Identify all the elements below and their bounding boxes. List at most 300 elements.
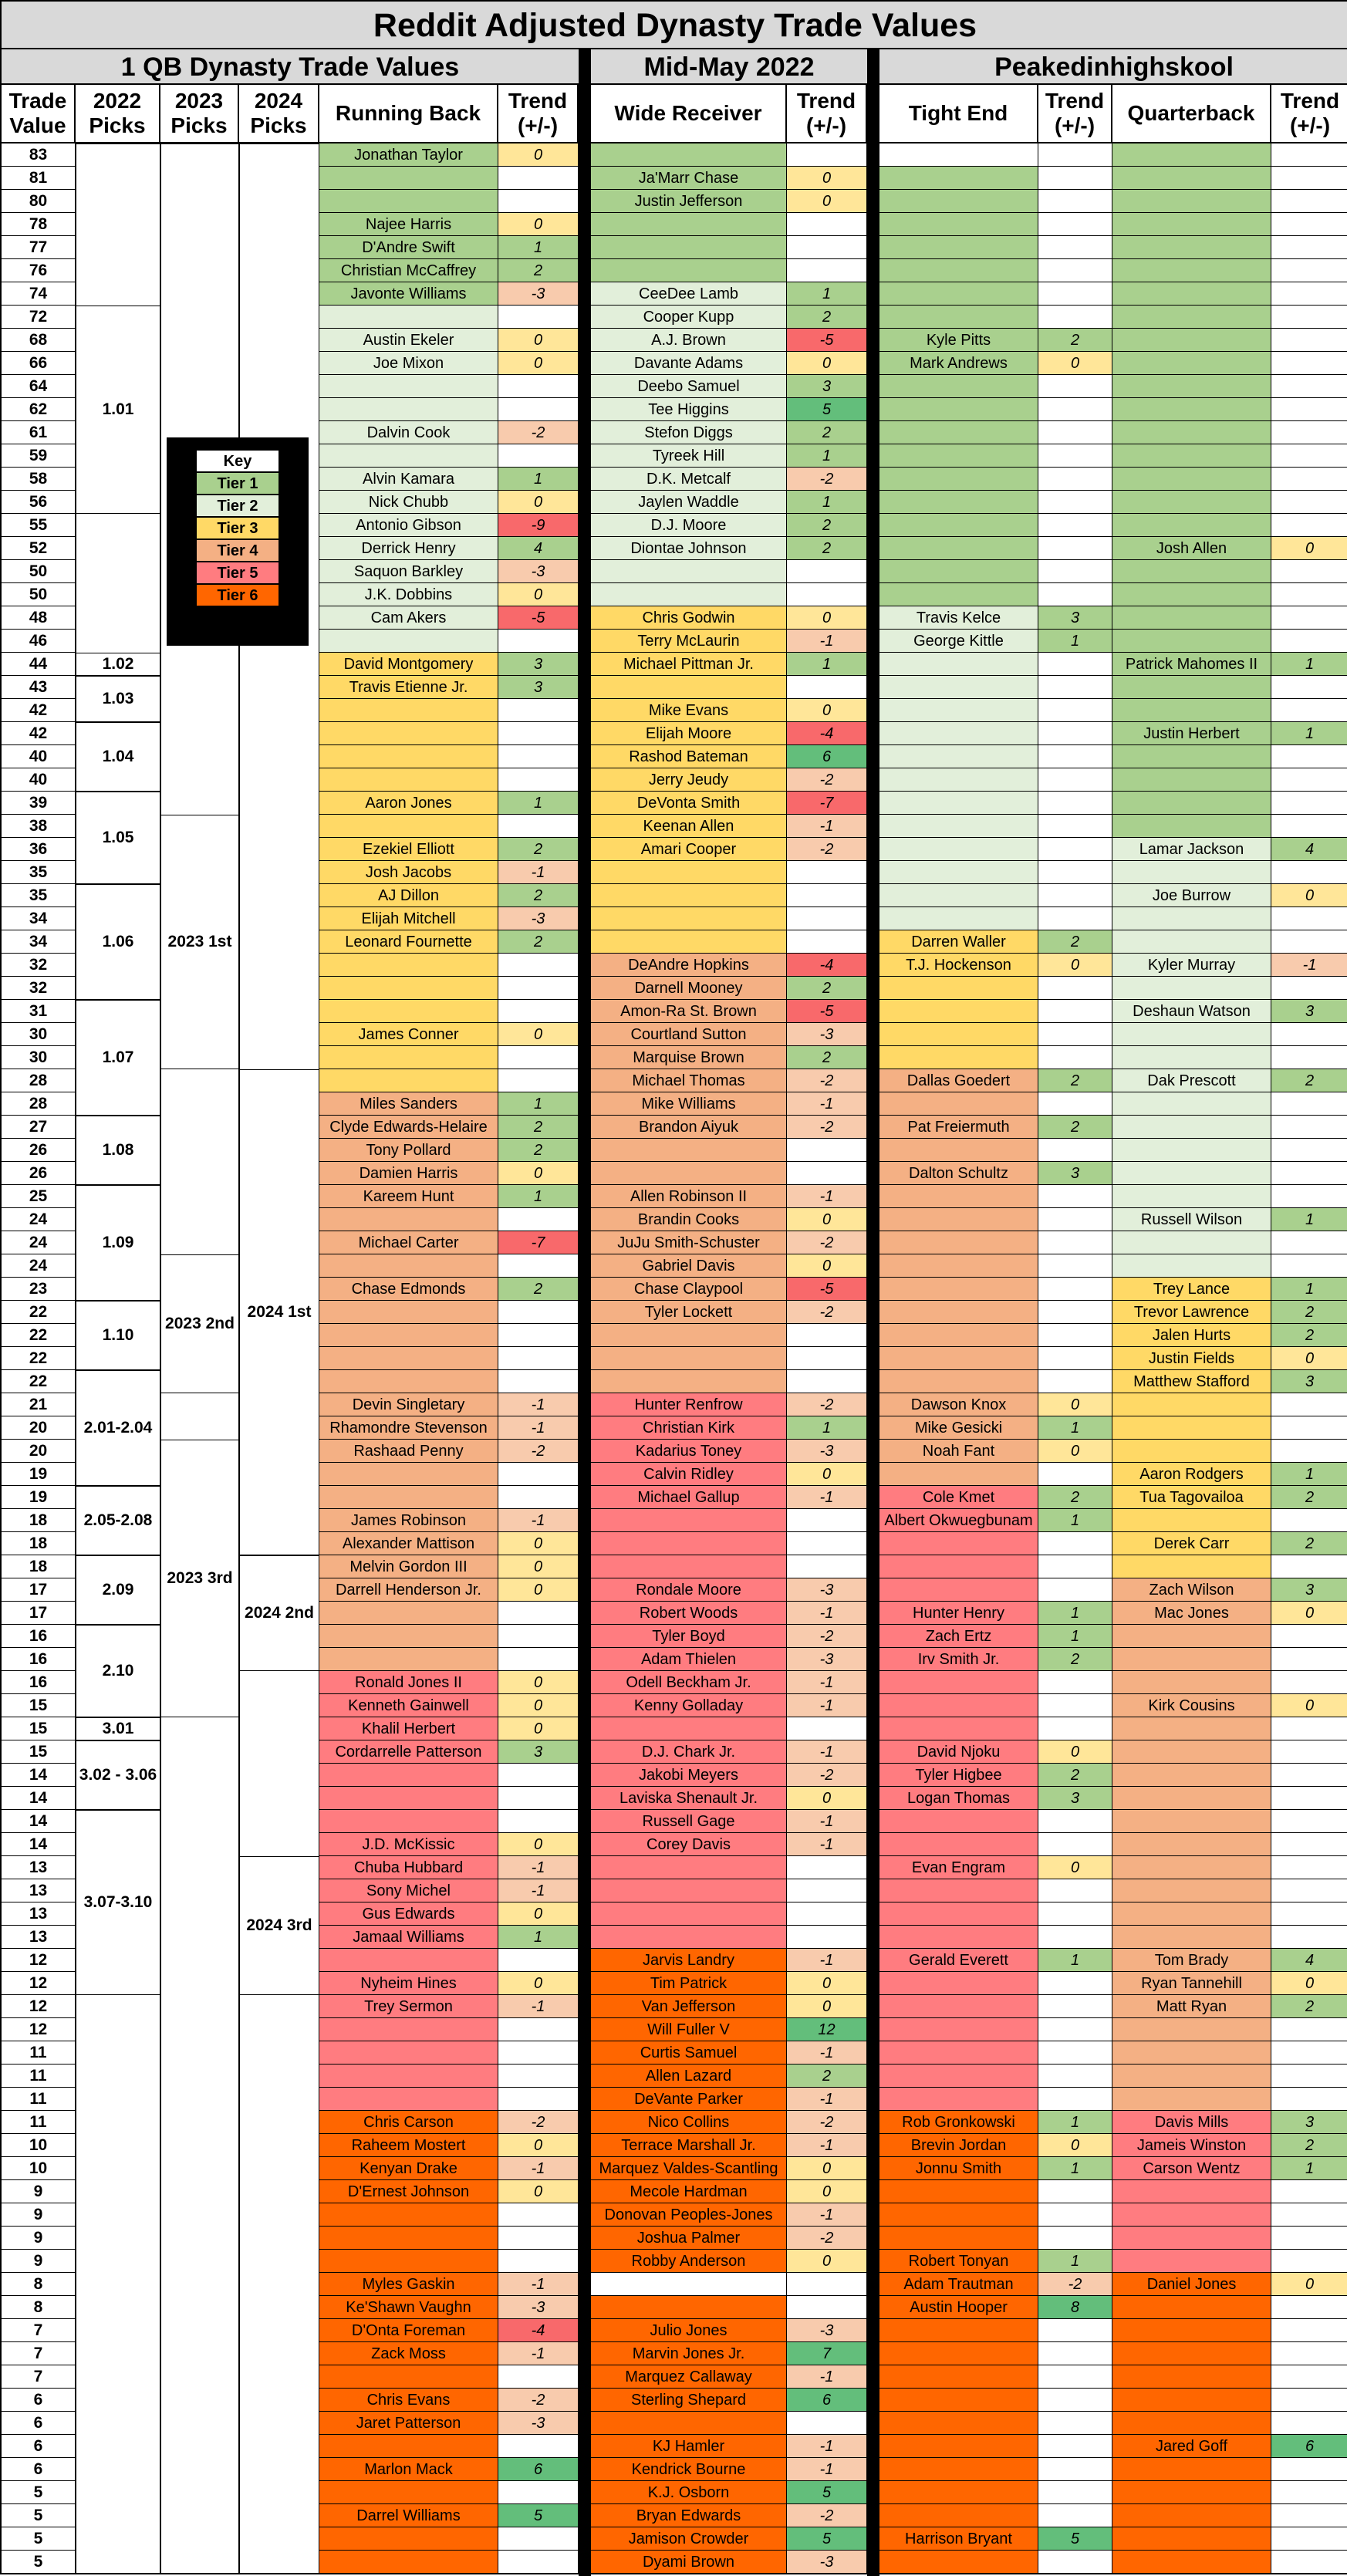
qb-player-cell <box>1112 282 1271 306</box>
wr-player-cell: Marvin Jones Jr. <box>591 2342 787 2365</box>
wr-player-cell: Ja'Marr Chase <box>591 167 787 190</box>
wr-trend-cell <box>787 1347 867 1370</box>
trade-value-cell: 28 <box>2 1069 76 1092</box>
rb-player-cell: Travis Etienne Jr. <box>319 676 498 699</box>
qb-player-cell <box>1112 1764 1271 1787</box>
key-tier-5: Tier 5 <box>196 562 279 584</box>
rb-player-cell <box>319 630 498 653</box>
rb-trend-cell: 3 <box>498 676 579 699</box>
wr-trend-cell: 1 <box>787 1416 867 1440</box>
te-player-cell: Brevin Jordan <box>879 2134 1038 2157</box>
key-title: Key <box>196 450 279 472</box>
pick-2023-cell: 2023 1st <box>160 815 239 1069</box>
te-trend-cell <box>1038 560 1112 583</box>
wr-trend-cell: -1 <box>787 1740 867 1764</box>
te-player-cell <box>879 722 1038 745</box>
trade-value-cell: 24 <box>2 1208 76 1231</box>
wr-trend-cell: -3 <box>787 2319 867 2342</box>
te-trend-cell <box>1038 2551 1112 2574</box>
trade-value-cell: 6 <box>2 2389 76 2412</box>
rb-trend-cell: 6 <box>498 2458 579 2481</box>
te-player-cell <box>879 676 1038 699</box>
te-trend-cell <box>1038 1902 1112 1926</box>
te-player-cell <box>879 907 1038 930</box>
trade-value-cell: 34 <box>2 930 76 954</box>
wr-trend-cell: 2 <box>787 2065 867 2088</box>
rb-trend-cell <box>498 2481 579 2504</box>
qb-trend-cell <box>1271 1046 1347 1069</box>
wr-trend-cell: -2 <box>787 1301 867 1324</box>
trade-value-cell: 18 <box>2 1532 76 1555</box>
te-trend-cell: 1 <box>1038 2250 1112 2273</box>
trade-value-cell: 25 <box>2 1185 76 1208</box>
qb-trend-cell <box>1271 1926 1347 1949</box>
trade-value-cell: 61 <box>2 421 76 444</box>
qb-player-cell <box>1112 630 1271 653</box>
trade-value-cell: 6 <box>2 2458 76 2481</box>
rb-trend-cell <box>498 722 579 745</box>
te-player-cell: Albert Okwuegbunam <box>879 1509 1038 1532</box>
te-player-cell <box>879 375 1038 398</box>
te-trend-cell <box>1038 1370 1112 1393</box>
wr-player-cell <box>591 676 787 699</box>
rb-player-cell: Myles Gaskin <box>319 2273 498 2296</box>
te-player-cell: Mark Andrews <box>879 352 1038 375</box>
rb-trend-cell: 3 <box>498 653 579 676</box>
wr-player-cell: A.J. Brown <box>591 329 787 352</box>
te-player-cell <box>879 2365 1038 2389</box>
rb-player-cell: Austin Ekeler <box>319 329 498 352</box>
te-player-cell <box>879 977 1038 1000</box>
trade-value-cell: 9 <box>2 2180 76 2203</box>
pick-2024-cell: 2024 1st <box>239 1069 319 1555</box>
rb-player-cell <box>319 1810 498 1833</box>
rb-player-cell <box>319 1069 498 1092</box>
qb-trend-cell <box>1271 2481 1347 2504</box>
wr-trend-cell: -2 <box>787 2111 867 2134</box>
qb-player-cell <box>1112 1625 1271 1648</box>
rb-player-cell: Cordarrelle Patterson <box>319 1740 498 1764</box>
te-trend-cell <box>1038 2365 1112 2389</box>
wr-player-cell <box>591 2412 787 2435</box>
te-player-cell: Dalton Schultz <box>879 1162 1038 1185</box>
te-trend-cell: 1 <box>1038 2157 1112 2180</box>
te-trend-cell <box>1038 1046 1112 1069</box>
te-player-cell <box>879 1301 1038 1324</box>
qb-player-cell <box>1112 815 1271 838</box>
qb-trend-cell <box>1271 745 1347 768</box>
rb-trend-cell <box>498 2041 579 2065</box>
te-trend-cell <box>1038 792 1112 815</box>
te-trend-cell <box>1038 537 1112 560</box>
qb-trend-cell: 0 <box>1271 884 1347 907</box>
header-trade-value: Trade Value <box>2 85 76 143</box>
wr-trend-cell: 7 <box>787 2342 867 2365</box>
qb-player-cell <box>1112 1787 1271 1810</box>
rb-trend-cell: 5 <box>498 2504 579 2527</box>
trade-value-cell: 18 <box>2 1509 76 1532</box>
rb-player-cell <box>319 954 498 977</box>
header-quarterback: Quarterback <box>1112 85 1271 143</box>
trade-value-cell: 5 <box>2 2551 76 2574</box>
wr-trend-cell <box>787 236 867 259</box>
qb-trend-cell <box>1271 1833 1347 1856</box>
wr-trend-cell: -2 <box>787 1764 867 1787</box>
trade-value-cell: 62 <box>2 398 76 421</box>
te-player-cell: Robert Tonyan <box>879 2250 1038 2273</box>
te-trend-cell: 1 <box>1038 1416 1112 1440</box>
wr-trend-cell <box>787 143 867 167</box>
qb-trend-cell <box>1271 421 1347 444</box>
qb-trend-cell <box>1271 1231 1347 1254</box>
te-trend-cell <box>1038 375 1112 398</box>
qb-player-cell <box>1112 421 1271 444</box>
wr-trend-cell: -3 <box>787 1578 867 1602</box>
qb-trend-cell: 1 <box>1271 1463 1347 1486</box>
rb-trend-cell: 1 <box>498 468 579 491</box>
wr-trend-cell: -1 <box>787 1486 867 1509</box>
te-player-cell <box>879 1532 1038 1555</box>
wr-player-cell: Jaylen Waddle <box>591 491 787 514</box>
te-player-cell: Hunter Henry <box>879 1602 1038 1625</box>
te-trend-cell <box>1038 1717 1112 1740</box>
qb-trend-cell <box>1271 1740 1347 1764</box>
qb-trend-cell: 1 <box>1271 722 1347 745</box>
te-trend-cell <box>1038 2481 1112 2504</box>
qb-player-cell: Derek Carr <box>1112 1532 1271 1555</box>
te-player-cell <box>879 2435 1038 2458</box>
rb-trend-cell <box>498 1324 579 1347</box>
qb-player-cell: Russell Wilson <box>1112 1208 1271 1231</box>
te-trend-cell: 0 <box>1038 352 1112 375</box>
qb-player-cell <box>1112 259 1271 282</box>
qb-trend-cell <box>1271 329 1347 352</box>
rb-player-cell: Kenneth Gainwell <box>319 1694 498 1717</box>
te-player-cell <box>879 560 1038 583</box>
te-player-cell <box>879 1278 1038 1301</box>
wr-trend-cell <box>787 1532 867 1555</box>
rb-player-cell: J.K. Dobbins <box>319 583 498 606</box>
rb-player-cell: Derrick Henry <box>319 537 498 560</box>
trade-value-cell: 55 <box>2 514 76 537</box>
te-trend-cell <box>1038 213 1112 236</box>
rb-player-cell: Nyheim Hines <box>319 1972 498 1995</box>
rb-trend-cell: 2 <box>498 838 579 861</box>
trade-value-cell: 20 <box>2 1416 76 1440</box>
te-trend-cell <box>1038 977 1112 1000</box>
wr-player-cell: Courtland Sutton <box>591 1023 787 1046</box>
wr-player-cell: Odell Beckham Jr. <box>591 1671 787 1694</box>
trade-value-cell: 7 <box>2 2319 76 2342</box>
wr-trend-cell: 0 <box>787 190 867 213</box>
wr-player-cell: DeAndre Hopkins <box>591 954 787 977</box>
wr-player-cell: Marquise Brown <box>591 1046 787 1069</box>
te-player-cell <box>879 282 1038 306</box>
te-trend-cell <box>1038 2088 1112 2111</box>
te-player-cell <box>879 1671 1038 1694</box>
trade-value-cell: 50 <box>2 583 76 606</box>
te-player-cell <box>879 236 1038 259</box>
qb-trend-cell <box>1271 1116 1347 1139</box>
rb-player-cell <box>319 1301 498 1324</box>
wr-trend-cell: -5 <box>787 1000 867 1023</box>
wr-player-cell: Donovan Peoples-Jones <box>591 2203 787 2227</box>
qb-player-cell <box>1112 1648 1271 1671</box>
trade-value-cell: 52 <box>2 537 76 560</box>
trade-value-cell: 13 <box>2 1879 76 1902</box>
te-trend-cell <box>1038 1092 1112 1116</box>
trade-value-cell: 32 <box>2 954 76 977</box>
trade-value-cell: 12 <box>2 1995 76 2018</box>
te-player-cell <box>879 537 1038 560</box>
rb-player-cell: D'Ernest Johnson <box>319 2180 498 2203</box>
te-trend-cell <box>1038 815 1112 838</box>
rb-player-cell: D'Onta Foreman <box>319 2319 498 2342</box>
qb-trend-cell <box>1271 1254 1347 1278</box>
wr-trend-cell: -1 <box>787 2365 867 2389</box>
te-player-cell <box>879 2389 1038 2412</box>
key-tier-3: Tier 3 <box>196 517 279 539</box>
qb-player-cell <box>1112 1810 1271 1833</box>
wr-trend-cell: 6 <box>787 745 867 768</box>
pick-2024-cell: 2024 2nd <box>239 1555 319 1671</box>
te-player-cell <box>879 2412 1038 2435</box>
rb-trend-cell <box>498 630 579 653</box>
rb-player-cell: AJ Dillon <box>319 884 498 907</box>
qb-player-cell <box>1112 2296 1271 2319</box>
te-player-cell: Dallas Goedert <box>879 1069 1038 1092</box>
te-player-cell <box>879 2041 1038 2065</box>
trade-value-cell: 76 <box>2 259 76 282</box>
te-player-cell <box>879 2342 1038 2365</box>
te-player-cell <box>879 1995 1038 2018</box>
wr-player-cell <box>591 560 787 583</box>
te-player-cell: T.J. Hockenson <box>879 954 1038 977</box>
rb-trend-cell <box>498 2435 579 2458</box>
te-trend-cell <box>1038 1532 1112 1555</box>
wr-player-cell: DeVante Parker <box>591 2088 787 2111</box>
qb-trend-cell <box>1271 1416 1347 1440</box>
te-player-cell <box>879 167 1038 190</box>
qb-trend-cell <box>1271 1185 1347 1208</box>
te-trend-cell <box>1038 259 1112 282</box>
te-player-cell: Jonnu Smith <box>879 2157 1038 2180</box>
te-trend-cell <box>1038 1555 1112 1578</box>
te-trend-cell <box>1038 1208 1112 1231</box>
rb-player-cell: Ronald Jones II <box>319 1671 498 1694</box>
rb-trend-cell <box>498 2365 579 2389</box>
trade-value-cell: 30 <box>2 1023 76 1046</box>
rb-trend-cell: 0 <box>498 1833 579 1856</box>
rb-trend-cell: 1 <box>498 1092 579 1116</box>
wr-player-cell <box>591 1926 787 1949</box>
trade-value-cell: 46 <box>2 630 76 653</box>
qb-trend-cell <box>1271 2180 1347 2203</box>
rb-trend-cell: 0 <box>498 1902 579 1926</box>
pick-2022-cell: 1.01 <box>76 306 160 514</box>
te-player-cell: George Kittle <box>879 630 1038 653</box>
trade-value-cell: 14 <box>2 1787 76 1810</box>
rb-trend-cell: 1 <box>498 792 579 815</box>
trade-value-cell: 39 <box>2 792 76 815</box>
rb-trend-cell: -1 <box>498 1393 579 1416</box>
rb-player-cell <box>319 2365 498 2389</box>
wr-trend-cell: 0 <box>787 2180 867 2203</box>
wr-player-cell: Amari Cooper <box>591 838 787 861</box>
wr-trend-cell <box>787 259 867 282</box>
te-trend-cell: 1 <box>1038 1509 1112 1532</box>
wr-player-cell: Rondale Moore <box>591 1578 787 1602</box>
rb-player-cell: Alexander Mattison <box>319 1532 498 1555</box>
te-player-cell <box>879 1185 1038 1208</box>
rb-player-cell: Nick Chubb <box>319 491 498 514</box>
qb-trend-cell <box>1271 282 1347 306</box>
wr-trend-cell <box>787 1555 867 1578</box>
qb-player-cell <box>1112 583 1271 606</box>
qb-player-cell <box>1112 1926 1271 1949</box>
wr-trend-cell: 1 <box>787 282 867 306</box>
pick-2022-cell: 1.08 <box>76 1116 160 1185</box>
wr-player-cell: Curtis Samuel <box>591 2041 787 2065</box>
wr-trend-cell: -2 <box>787 838 867 861</box>
rb-trend-cell: -1 <box>498 1509 579 1532</box>
qb-trend-cell <box>1271 768 1347 792</box>
qb-player-cell: Zach Wilson <box>1112 1578 1271 1602</box>
te-player-cell <box>879 838 1038 861</box>
rb-player-cell <box>319 2551 498 2574</box>
rb-player-cell <box>319 1000 498 1023</box>
te-player-cell <box>879 2481 1038 2504</box>
wr-player-cell: Tyler Boyd <box>591 1625 787 1648</box>
te-trend-cell: 5 <box>1038 2527 1112 2551</box>
rb-trend-cell <box>498 768 579 792</box>
trade-value-cell: 36 <box>2 838 76 861</box>
trade-value-cell: 50 <box>2 560 76 583</box>
trade-value-cell: 18 <box>2 1555 76 1578</box>
te-trend-cell <box>1038 2458 1112 2481</box>
qb-trend-cell: 2 <box>1271 2134 1347 2157</box>
qb-trend-cell <box>1271 2227 1347 2250</box>
rb-trend-cell: -1 <box>498 861 579 884</box>
qb-player-cell: Kyler Murray <box>1112 954 1271 977</box>
rb-player-cell: Zack Moss <box>319 2342 498 2365</box>
wr-player-cell: Kendrick Bourne <box>591 2458 787 2481</box>
qb-trend-cell <box>1271 861 1347 884</box>
qb-player-cell: Carson Wentz <box>1112 2157 1271 2180</box>
qb-trend-cell <box>1271 1139 1347 1162</box>
trade-value-cell: 10 <box>2 2157 76 2180</box>
header-tight-end: Tight End <box>879 85 1038 143</box>
qb-player-cell: Justin Fields <box>1112 1347 1271 1370</box>
rb-trend-cell: 2 <box>498 1116 579 1139</box>
qb-player-cell <box>1112 560 1271 583</box>
rb-player-cell: Damien Harris <box>319 1162 498 1185</box>
te-player-cell <box>879 653 1038 676</box>
qb-trend-cell: 3 <box>1271 1370 1347 1393</box>
wr-trend-cell <box>787 884 867 907</box>
te-trend-cell: 2 <box>1038 1116 1112 1139</box>
trade-value-cell: 6 <box>2 2435 76 2458</box>
trade-value-cell: 9 <box>2 2227 76 2250</box>
qb-player-cell <box>1112 1879 1271 1902</box>
rb-player-cell: Najee Harris <box>319 213 498 236</box>
rb-trend-cell: 2 <box>498 884 579 907</box>
qb-player-cell: Daniel Jones <box>1112 2273 1271 2296</box>
rb-player-cell: Chase Edmonds <box>319 1278 498 1301</box>
wr-trend-cell: 6 <box>787 2389 867 2412</box>
qb-trend-cell <box>1271 1509 1347 1532</box>
qb-trend-cell: 1 <box>1271 1208 1347 1231</box>
wr-player-cell: Tyler Lockett <box>591 1301 787 1324</box>
te-player-cell <box>879 583 1038 606</box>
rb-player-cell: Chuba Hubbard <box>319 1856 498 1879</box>
trade-value-cell: 11 <box>2 2041 76 2065</box>
rb-trend-cell: -1 <box>498 2342 579 2365</box>
wr-player-cell: Elijah Moore <box>591 722 787 745</box>
wr-player-cell: Darnell Mooney <box>591 977 787 1000</box>
trade-value-cell: 24 <box>2 1231 76 1254</box>
qb-trend-cell <box>1271 2412 1347 2435</box>
rb-trend-cell: 0 <box>498 143 579 167</box>
qb-player-cell <box>1112 2504 1271 2527</box>
qb-trend-cell: 3 <box>1271 1000 1347 1023</box>
qb-trend-cell <box>1271 167 1347 190</box>
wr-trend-cell: 0 <box>787 1208 867 1231</box>
wr-trend-cell: 2 <box>787 537 867 560</box>
rb-player-cell <box>319 1648 498 1671</box>
te-player-cell <box>879 143 1038 167</box>
wr-player-cell: Allen Robinson II <box>591 1185 787 1208</box>
te-trend-cell <box>1038 1926 1112 1949</box>
pick-2022-cell: 1.06 <box>76 884 160 1000</box>
pick-2022-cell: 2.05-2.08 <box>76 1486 160 1555</box>
te-trend-cell <box>1038 1578 1112 1602</box>
qb-player-cell: Matthew Stafford <box>1112 1370 1271 1393</box>
te-trend-cell: 0 <box>1038 954 1112 977</box>
qb-trend-cell <box>1271 1440 1347 1463</box>
wr-trend-cell: -1 <box>787 815 867 838</box>
rb-trend-cell <box>498 2527 579 2551</box>
wr-trend-cell: 5 <box>787 2481 867 2504</box>
te-trend-cell <box>1038 1139 1112 1162</box>
qb-player-cell: Davis Mills <box>1112 2111 1271 2134</box>
te-player-cell <box>879 1370 1038 1393</box>
qb-player-cell <box>1112 2389 1271 2412</box>
wr-player-cell <box>591 1509 787 1532</box>
te-player-cell <box>879 1347 1038 1370</box>
rb-trend-cell: -5 <box>498 606 579 630</box>
rb-trend-cell: 2 <box>498 259 579 282</box>
qb-trend-cell <box>1271 1764 1347 1787</box>
header-qb-trend: Trend (+/-) <box>1271 85 1347 143</box>
te-player-cell <box>879 2551 1038 2574</box>
wr-player-cell <box>591 583 787 606</box>
rb-player-cell <box>319 1486 498 1509</box>
te-player-cell: Gerald Everett <box>879 1949 1038 1972</box>
qb-trend-cell <box>1271 907 1347 930</box>
te-player-cell: Austin Hooper <box>879 2296 1038 2319</box>
pick-2024-cell: 2024 3rd <box>239 1856 319 1995</box>
te-trend-cell <box>1038 1879 1112 1902</box>
qb-player-cell: Trevor Lawrence <box>1112 1301 1271 1324</box>
pick-2023-cell: 2023 3rd <box>160 1440 239 1717</box>
trade-value-cell: 78 <box>2 213 76 236</box>
te-trend-cell <box>1038 838 1112 861</box>
rb-player-cell <box>319 722 498 745</box>
te-player-cell: Adam Trautman <box>879 2273 1038 2296</box>
rb-trend-cell <box>498 2250 579 2273</box>
qb-trend-cell <box>1271 2365 1347 2389</box>
